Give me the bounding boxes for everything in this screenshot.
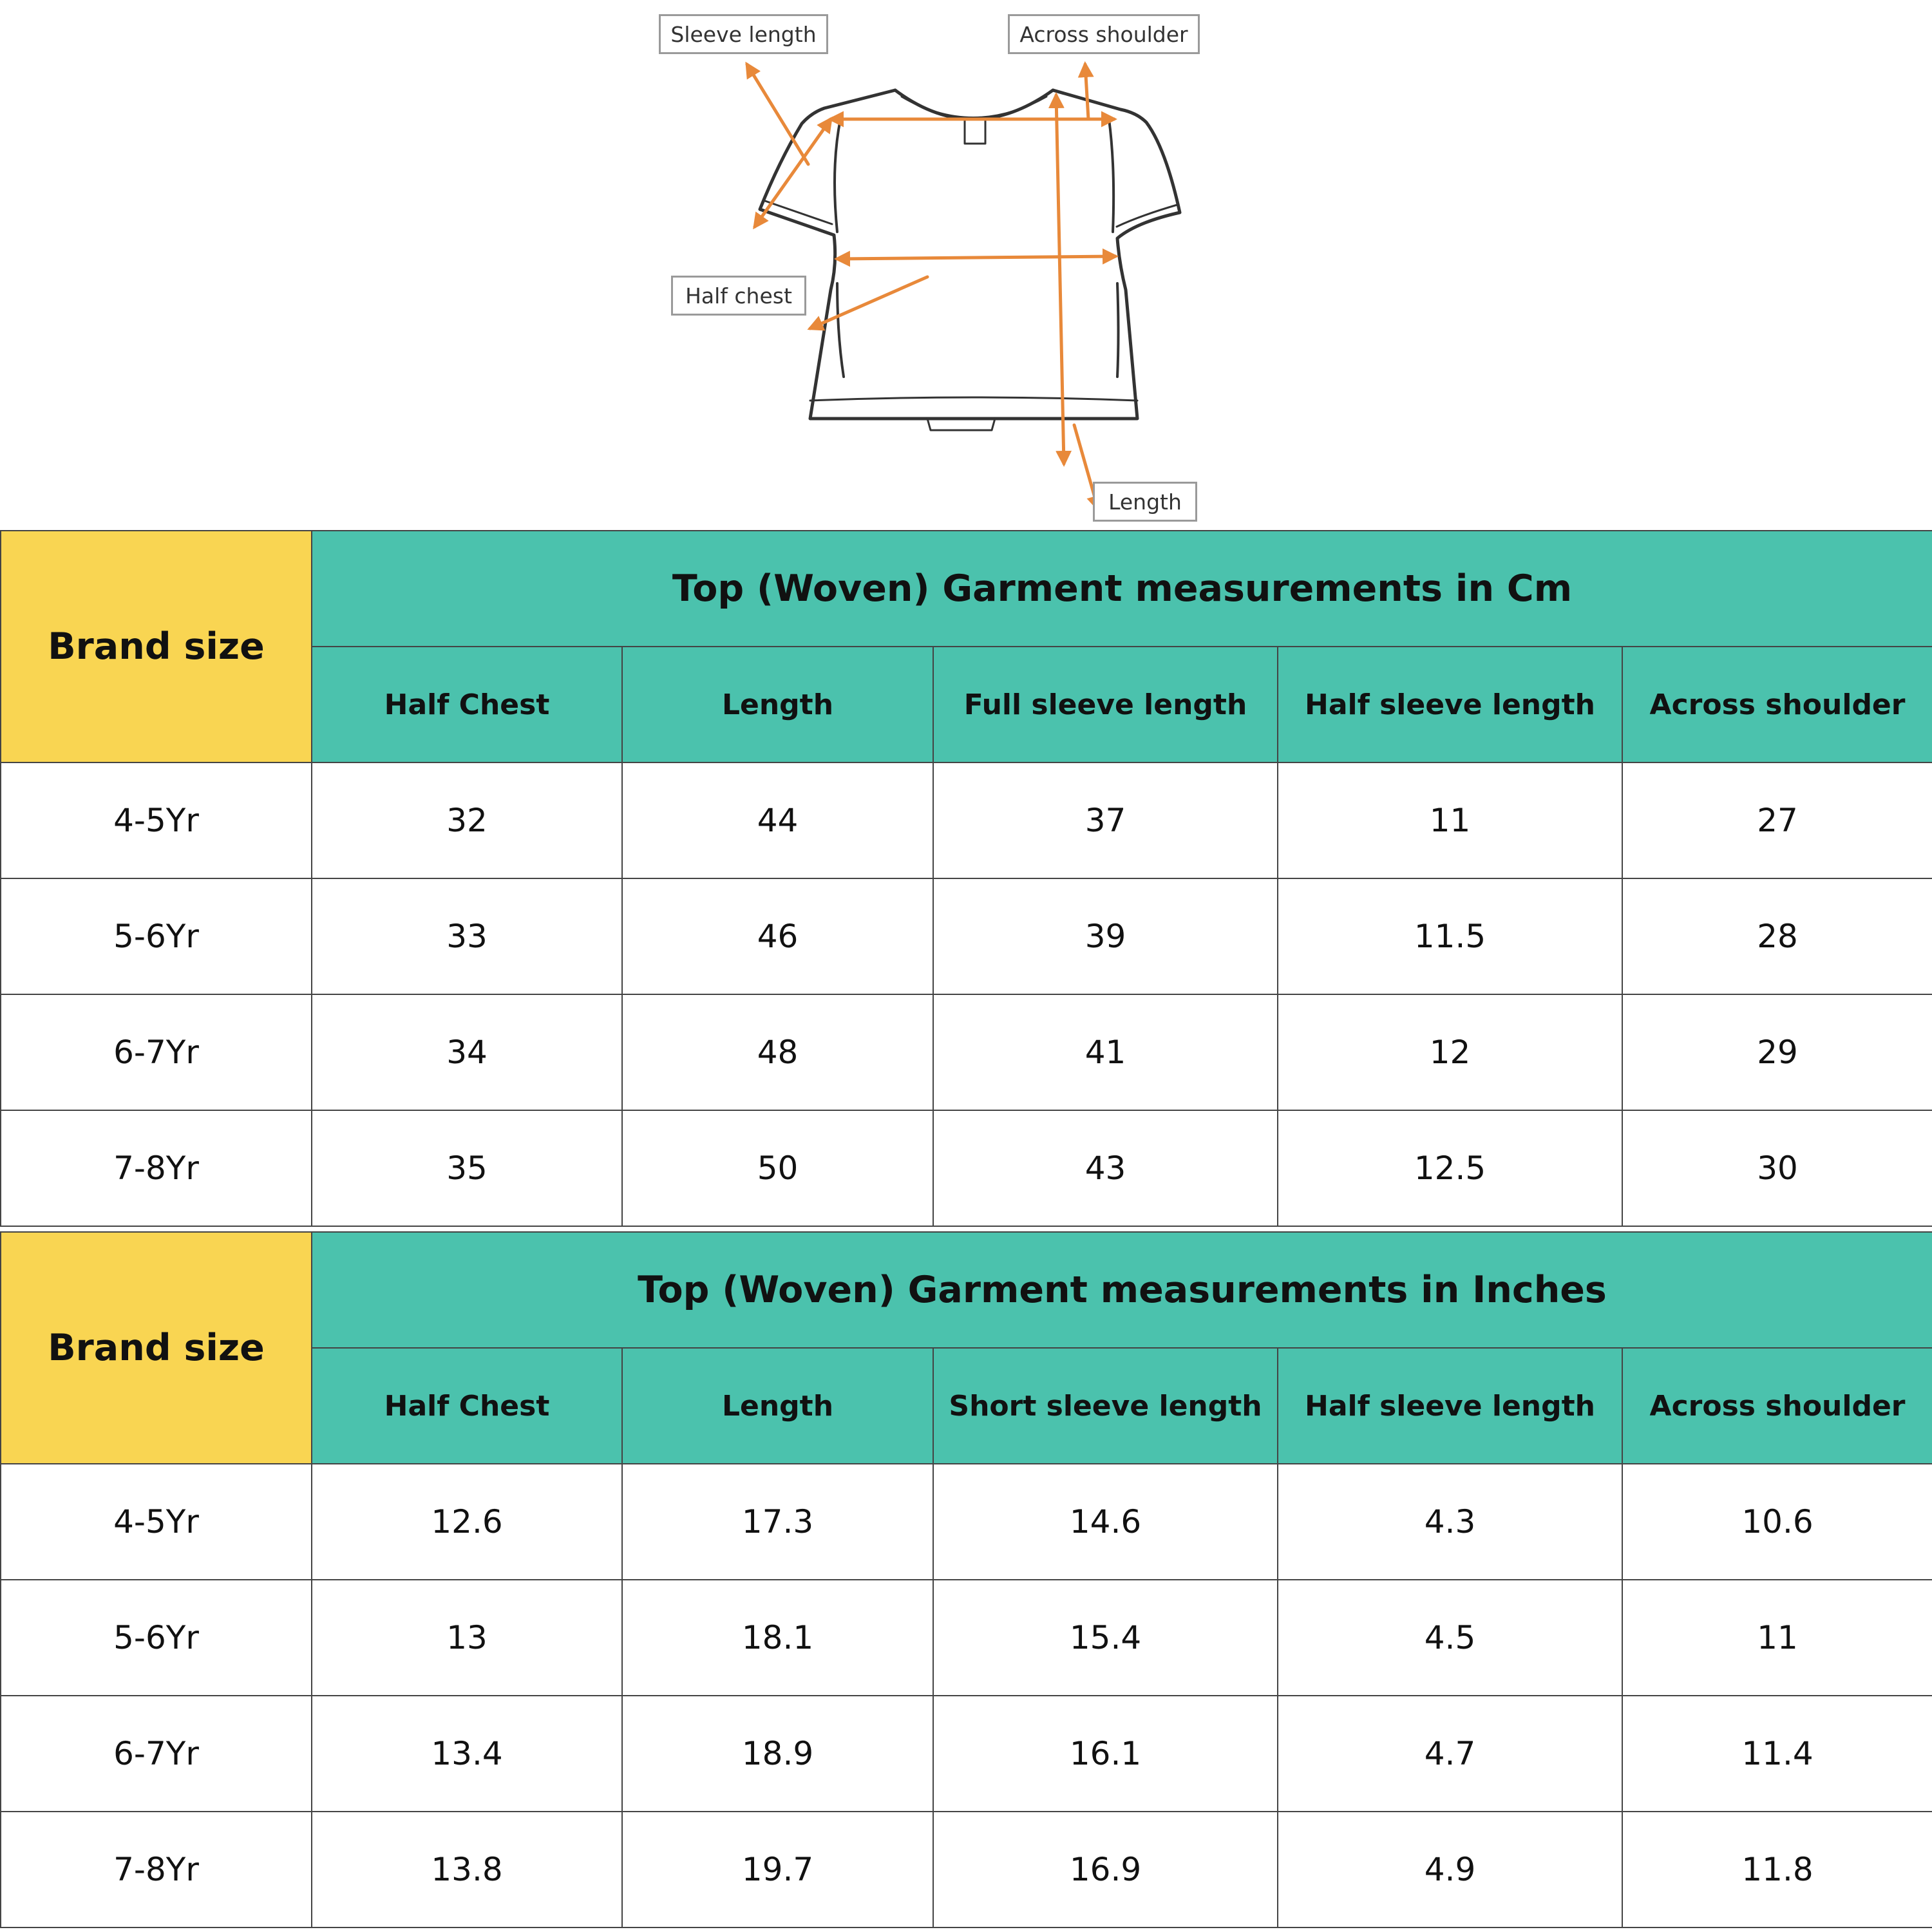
value-cell: 4.3 [1278,1464,1622,1580]
table-title: Top (Woven) Garment measurements in Cm [312,531,1932,647]
value-cell: 15.4 [933,1580,1278,1696]
size-cell: 5-6Yr [1,878,312,994]
table-row [1,1696,1932,1812]
column-header-across-shoulder: Across shoulder [1622,1348,1932,1464]
column-header-length: Length [622,647,933,762]
value-cell: 12.6 [312,1464,622,1580]
table-row [1,1812,1932,1927]
value-cell: 12.5 [1278,1110,1622,1226]
value-cell: 11.8 [1622,1812,1932,1927]
column-header-sleeve-length: Full sleeve length [933,647,1278,762]
table-row [1,994,1932,1110]
value-cell: 13 [312,1580,622,1696]
value-cell: 37 [933,762,1278,878]
value-cell: 30 [1622,1110,1932,1226]
value-cell: 19.7 [622,1812,933,1927]
value-cell: 4.5 [1278,1580,1622,1696]
value-cell: 33 [312,878,622,994]
value-cell: 35 [312,1110,622,1226]
t-shirt-outline-icon [0,0,1932,529]
size-cell: 4-5Yr [1,762,312,878]
table-row [1,878,1932,994]
value-cell: 44 [622,762,933,878]
size-cell: 6-7Yr [1,1696,312,1812]
value-cell: 11 [1278,762,1622,878]
table-row [1,1464,1932,1580]
value-cell: 14.6 [933,1464,1278,1580]
value-cell: 28 [1622,878,1932,994]
value-cell: 41 [933,994,1278,1110]
size-cell: 7-8Yr [1,1812,312,1927]
column-header-half-sleeve-length: Half sleeve length [1278,1348,1622,1464]
size-cell: 4-5Yr [1,1464,312,1580]
column-header-sleeve-length: Short sleeve length [933,1348,1278,1464]
value-cell: 11.5 [1278,878,1622,994]
value-cell: 27 [1622,762,1932,878]
size-cell: 5-6Yr [1,1580,312,1696]
value-cell: 10.6 [1622,1464,1932,1580]
table-title-row [1,1232,1932,1348]
value-cell: 46 [622,878,933,994]
length-arrow [1056,95,1064,464]
table-row [1,762,1932,878]
value-cell: 39 [933,878,1278,994]
table-title-row [1,531,1932,647]
brand-size-header: Brand size [1,1232,312,1464]
value-cell: 18.1 [622,1580,933,1696]
length-label: Length [1093,482,1197,522]
value-cell: 32 [312,762,622,878]
size-table-cm [0,530,1932,1227]
table-title: Top (Woven) Garment measurements in Inches [312,1232,1932,1348]
table-row [1,1110,1932,1226]
value-cell: 16.1 [933,1696,1278,1812]
column-header-half-chest: Half Chest [312,1348,622,1464]
value-cell: 50 [622,1110,933,1226]
brand-size-header: Brand size [1,531,312,762]
value-cell: 43 [933,1110,1278,1226]
size-cell: 7-8Yr [1,1110,312,1226]
across-shoulder-label: Across shoulder [1008,14,1200,54]
measurement-diagram [0,0,1932,529]
value-cell: 29 [1622,994,1932,1110]
column-header-half-sleeve-length: Half sleeve length [1278,647,1622,762]
value-cell: 13.4 [312,1696,622,1812]
value-cell: 17.3 [622,1464,933,1580]
half-chest-label: Half chest [671,276,806,316]
value-cell: 13.8 [312,1812,622,1927]
sleeve-length-label: Sleeve length [659,14,828,54]
half-chest-arrow [837,256,1115,259]
size-table-inches [0,1231,1932,1928]
value-cell: 12 [1278,994,1622,1110]
value-cell: 4.9 [1278,1812,1622,1927]
value-cell: 34 [312,994,622,1110]
value-cell: 11.4 [1622,1696,1932,1812]
column-header-half-chest: Half Chest [312,647,622,762]
value-cell: 48 [622,994,933,1110]
size-cell: 6-7Yr [1,994,312,1110]
table-row [1,1580,1932,1696]
column-header-length: Length [622,1348,933,1464]
column-header-across-shoulder: Across shoulder [1622,647,1932,762]
value-cell: 16.9 [933,1812,1278,1927]
value-cell: 11 [1622,1580,1932,1696]
value-cell: 18.9 [622,1696,933,1812]
value-cell: 4.7 [1278,1696,1622,1812]
